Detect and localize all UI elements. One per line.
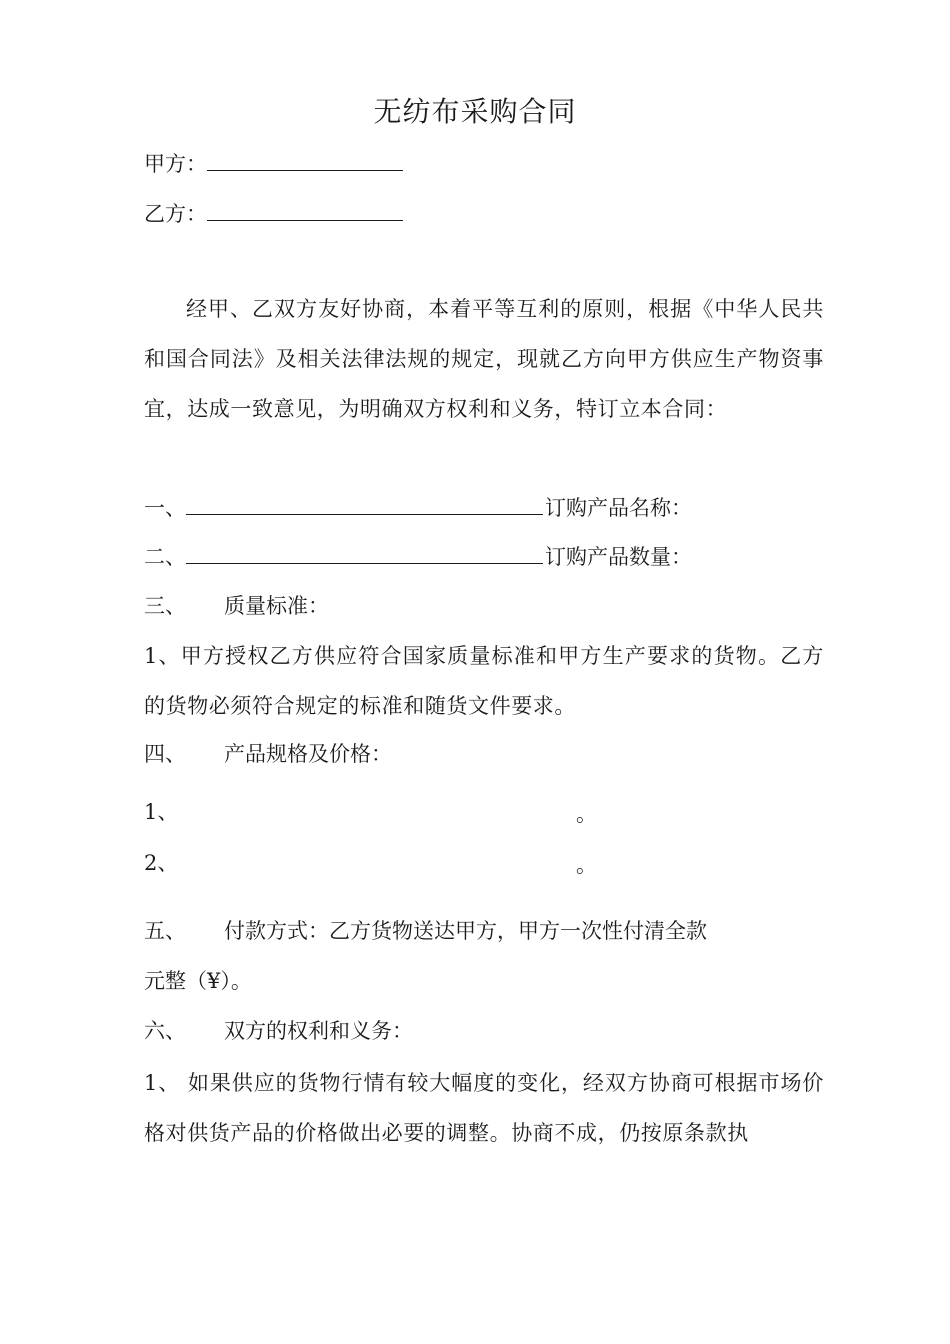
section-5-continuation: 元整（¥）。 xyxy=(144,969,252,993)
section-3-label: 质量标准： xyxy=(224,594,329,618)
party-b-line xyxy=(144,198,403,229)
section-4 xyxy=(144,739,392,769)
spec-item-1-end: 。 xyxy=(576,802,597,826)
section-5-number: 五、 xyxy=(144,919,186,943)
section-5-label: 付款方式：乙方货物送达甲方，甲方一次性付清全款 xyxy=(224,919,707,943)
section-1-number: 一、 xyxy=(144,496,186,520)
section-6 xyxy=(144,1016,413,1046)
spec-item-2-end: 。 xyxy=(576,853,597,877)
contract-title: 无纺布采购合同 xyxy=(373,95,577,128)
section-1-label: 订购产品名称： xyxy=(545,496,692,520)
party-b-label: 乙方： xyxy=(144,202,207,226)
section-2-number: 二、 xyxy=(144,545,186,569)
section-3-item-1: 1、甲方授权乙方供应符合国家质量标准和甲方生产要求的货物。乙方的货物必须符合规定的标准和随货文件要求。 xyxy=(144,644,824,718)
product-quantity-blank xyxy=(186,541,543,564)
section-4-number: 四、 xyxy=(144,742,186,766)
section-1 xyxy=(144,492,692,523)
section-6-item-1: 1、 如果供应的货物行情有较大幅度的变化，经双方协商可根据市场价格对供货产品的价格做出必要的调整。协商不成，仍按原条款执 xyxy=(144,1071,824,1145)
section-2-label: 订购产品数量： xyxy=(545,545,692,569)
section-6-label: 双方的权利和义务： xyxy=(224,1019,413,1043)
section-6-number: 六、 xyxy=(144,1019,186,1043)
section-4-label: 产品规格及价格： xyxy=(224,742,392,766)
party-b-blank xyxy=(207,198,403,221)
party-a-blank xyxy=(207,148,403,171)
section-2 xyxy=(144,541,692,572)
product-name-blank xyxy=(186,492,543,515)
party-a-label: 甲方： xyxy=(144,152,207,176)
intro-paragraph: 经甲、乙双方友好协商，本着平等互利的原则，根据《中华人民共和国合同法》及相关法律法规的规定，现就乙方向甲方供应生产物资事宜，达成一致意见，为明确双方权利和义务，特订立本合同： xyxy=(144,297,824,421)
section-3 xyxy=(144,591,329,621)
spec-item-1-number: 1、 xyxy=(144,800,179,824)
spec-item-2-number: 2、 xyxy=(144,851,179,875)
section-3-number: 三、 xyxy=(144,594,186,618)
party-a-line xyxy=(144,148,403,179)
section-5 xyxy=(144,916,707,946)
